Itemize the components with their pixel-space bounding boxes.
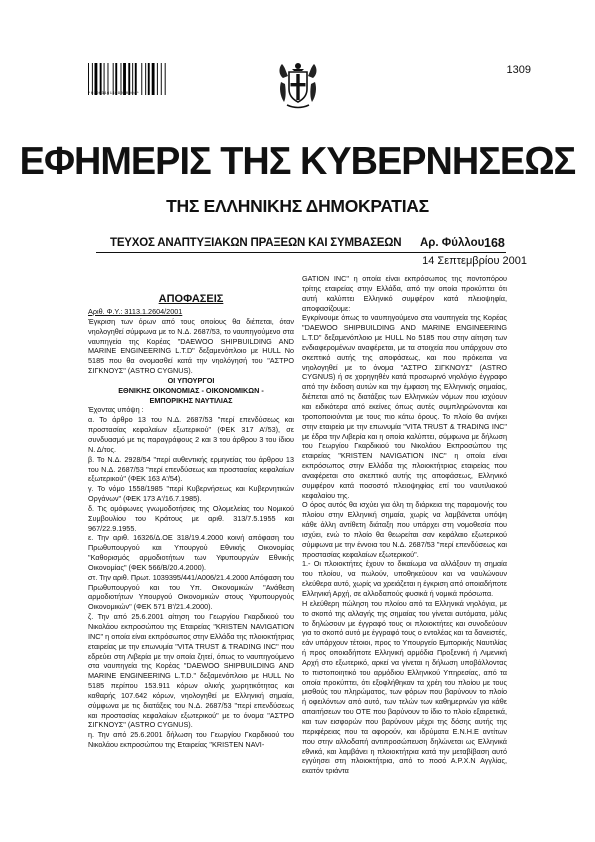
barcode-bar xyxy=(135,63,137,95)
sheet-number: 168 xyxy=(484,236,505,250)
considerandum-item: γ. Το νόμο 1558/1985 "περί Κυβερνήσεως και Κυβερνητικών Οργάνων" (ΦΕΚ 173 Α'/16.7.1985). xyxy=(88,484,294,504)
page-number: 1309 xyxy=(506,64,531,76)
decision-paragraph: Η ελεύθερη πώληση του πλοίου από τα Ελληνικά νηολόγια, με το σκοπό της αλλαγής της σημαίας του γίνεται αυτόματα, μόλις το δηλώσουν με έγγραφό τους οι πλοιοκτήτες και συνοδεύουν για το σκοπό αυτό με έγγραφό τους ο εντολέας και τα δανειστές, εάν υπάρχουν τέτοιοι, προς το Υπουργείο Εμπορικής Ναυτιλίας ή προς οποιαδήποτε Ελληνική αρμόδια Προξενική ή Λιμενική Αρχή στο εξωτερικό, αρκεί να γίνεται η δήλωση υποβάλλοντας το πιστοποιητικό του αρμόδιου Ελληνικού Υπηρεσίας, από τα οποία προκύπτει, ότι εξοφλήθηκαν τα χρέη του πλοίου με τους μισθούς του πληρώματος, των φόρων που βαρύνουν το πλοίο ή οφειλόντων από αυτό, των τελών των καθημερινών για κάθε απαιτήσεων του ΟΤΕ που βαρύνουν το ίδιο το πλοίο εξαιρετικά, και των εισφορών που βαρύνουν μέχρι της δόσης αυτής της περιφέρειας που τα αφορούν, και ιδρύματα Ε.Ν.Η.Ε αντίτων που στην αλλοδαπή αντιπροσώπευση δηλώνεται ως Ελληνικά εθνικά, και λαμβάνει η πλοιοκτήτρια κατά την μεταβίβαση αυτό εγγύησει στη πλοιοκτήτρια, από το ποσό Α.Ρ.Χ.Ν Αγγλίας, εκατόν τριάντα xyxy=(302,598,507,776)
barcode-bar xyxy=(148,63,150,95)
right-column xyxy=(302,274,507,776)
decision-paragraph: GATION INC" η οποία είναι εκπρόσωπος της ποντοπόρου τρίτης εταιρείας στην Ελλάδα, από την οποία προκύπτει ότι αυτή καλύπτει Ελληνικό συμφέρον κατά πλειοψηφία, αποφασίζουμε: xyxy=(302,274,507,313)
barcode xyxy=(88,63,192,95)
barcode-bar xyxy=(165,63,166,95)
sheet-label: Αρ. Φύλλου xyxy=(420,237,485,249)
considerandum-item: στ. Την αριθ. Πρωτ. 1039395/441/Α006/21.4.2000 Απόφαση του Πρωθυπουργού και του Υπ. Οικονομικών "Ανάθεση αρμοδιοτήτων Υπουργού Οικονομικών στους Υφυπουργούς Οικονομικών" (ΦΕΚ 571 Β'/21.4.2000). xyxy=(88,572,294,612)
considerandum-item: α. Το άρθρο 13 του Ν.Δ. 2687/53 "περί επενδύσεως και προστασίας κεφαλαίων εξωτερικού" (ΦΕΚ 317 Α'/53), σε συνδυασμό με τις παραγράφους 2 και 3 του άρθρου 3 του ίδιου Ν. Δ/τος. xyxy=(88,415,294,454)
issue-series: ΤΕΥΧΟΣ ΑΝΑΠΤΥΞΙΑΚΩΝ ΠΡΑΞΕΩΝ ΚΑΙ ΣΥΜΒΑΣΕΩΝ xyxy=(110,237,402,249)
authority-line-3: ΕΜΠΟΡΙΚΗΣ ΝΑΥΤΙΛΙΑΣ xyxy=(149,395,233,405)
gazette-title: ΕΦΗΜΕΡΙΣ ΤΗΣ ΚΥΒΕΡΝΗΣΕΩΣ xyxy=(19,140,576,183)
barcode-bar xyxy=(161,63,162,95)
decision-paragraph: Ο όρος αυτός θα ισχύει για όλη τη διάρκεια της παραμονής του πλοίου στην Ελληνική σημαία, χωρίς να λαμβάνεται υπόψη κάθε άλλη αντίθετη διάταξη που υπάρχει στη νομοθεσία που ισχύει, ενώ το πλοίο θα θεωρείται σαν κεφάλαιο εξωτερικού σύμφωνα με την έννοια του Ν.Δ. 2687/53 "περί επενδύσεως και προστασίας κεφαλαίων εξωτερικού". xyxy=(302,500,507,559)
considerandum-item: ζ. Την από 25.6.2001 αίτηση του Γεωργίου Γκαρδικιού του Νικολάου εκπροσώπου της Εταιρείας "KRISTEN NAVIGATION INC" η οποία είναι εκπρόσωπος στην Ελλάδα της πλοιοκτήτριας εταιρείας με την επωνυμία "VITA TRUST & TRADING INC" που εδρεύει στη Λιβερία με την οποία ζητεί, όπως το ναυπηγούμενο στα ναυπηγεία της Κορέας "DAEWOO SHIPBUILDING AND MARINE ENGINEERING L.T.D." δεξαμενόπλοιο με HULL No 5185 περίπου 153.911 κόρων ολικής χωρητικότητας και καθαρής 107.642 κόρων, νηολογηθεί με Ελληνική σημαία, σύμφωνα με τις διατάξεις του Ν.Δ. 2687/53 "περί επενδύσεως και προστασίας κεφαλαίων εξωτερικού" με το όνομα "ΑΣΤΡΟ ΣΙΓΚΝΟΥΣ" (ASTRO CYGNUS). xyxy=(88,612,294,730)
barcode-bar xyxy=(132,63,133,95)
left-column xyxy=(88,292,294,750)
considerandum-item: δ. Τις ομόφωνες γνωμοδοτήσεις της Ολομελείας του Νομικού Συμβουλίου του Κράτους με αριθ. 313/7.5.1955 και 967/22.9.1955. xyxy=(88,503,294,533)
barcode-bar xyxy=(113,63,114,95)
considerandum-item: η. Την από 25.6.2001 δήλωση του Γεωργίου Γκαρδικιού του Νικολάου εκπροσώπου της Εταιρείας "KRISTEN NAVI- xyxy=(88,730,294,750)
barcode-bar xyxy=(115,63,117,95)
decision-paragraph: Εγκρίνουμε όπως το ναυπηγούμενο στα ναυπηγεία της Κορέας "DAEWOO SHIPBUILDING AND MARINE ENGINEERING L.T.D" δεξαμενόπλοιο με HULL No 5185 που στην αίτηση των ενδιαφερομένων αναφέρεται, με τα στοιχεία που υπάρχουν στο σκεπτικό αυτής της αποφάσεως, και που πρόκειται να νηολογηθεί με το όνομα "ΑΣΤΡΟ ΣΙΓΚΝΟΥΣ" (ASTRO CYGNUS) ή σε χορηγηθέν κατά προσωρινό νηολόγιο έγγραφο από την έκδοση αυτών και την έμφαση της Ελληνικής σημαίας, διέπεται από τις διατάξεις των Ελληνικών νόμων που ισχύουν και ειδικότερα από εκείνες όπως αυτές συμπληρώνονται και τροποποιούνται με τους πιο κάτω όρους. Το πλοίο θα ανήκει στην εταιρεία με την επωνυμία "VITA TRUST & TRADING INC" με έδρα την Λιβερία και η οποία καλύπτει, σύμφωνα με δήλωση του Γεωργίου Γκαρδικιού του Νικολάου Εκπροσώπου της εταιρείας "KRISTEN NAVIGATION INC" η οποία είναι εκπρόσωπος στην Ελλάδα της πλοιοκτήτριας εταιρείας που αναφέρεται στο σκεπτικό αυτής της αποφάσεως, Ελληνικό συμφέρον κατά ποσοστό πλειοψηφίας επί του ναυτιλιακού κεφαλαίου της. xyxy=(302,313,507,500)
decisions-heading: ΑΠΟΦΑΣΕΙΣ xyxy=(158,293,224,305)
barcode-bar xyxy=(88,63,89,95)
barcode-bar xyxy=(104,63,105,95)
authority-line-1: ΟΙ ΥΠΟΥΡΓΟΙ xyxy=(167,375,215,385)
barcode-bar xyxy=(121,63,122,95)
decision-intro: Έγκριση των όρων από τους οποίους θα διέπεται, όταν νηολογηθεί σύμφωνα με το Ν.Δ. 2687/53, το ναυπηγούμενο στα ναυπηγεία της Κορέας "DAEWOO SHIPBUILDING AND MARINE ENGINEERING L.T.D" δεξαμενόπλοιο με HULL No 5185 που θα ονομασθεί κατά την νηολόγησή του "ΑΣΤΡΟ ΣΙΓΚΝΟΥΣ" (ASTRO CYGNUS). xyxy=(88,316,294,376)
barcode-bar xyxy=(141,63,142,95)
issue-date: 14 Σεπτεμβρίου 2001 xyxy=(422,255,527,267)
authority-line-2: ΕΘΝΙΚΗΣ ΟΙΚΟΝΟΜΙΑΣ - ΟΙΚΟΝΟΜΙΚΩΝ - xyxy=(118,385,264,395)
barcode-text: *01003161409010004* xyxy=(88,92,140,96)
barcode-bar xyxy=(152,63,155,95)
barcode-bar xyxy=(108,63,109,95)
gazette-subtitle: ΤΗΣ ΕΛΛΗΝΙΚΗΣ ΔΗΜΟΚΡΑΤΙΑΣ xyxy=(166,196,429,216)
barcode-bar xyxy=(123,63,126,95)
considerandum-item: ε. Την αριθ. 16326/Δ.ΟΕ 318/19.4.2000 κοινή απόφαση του Πρωθυπουργού και Υπουργού Εθνικής Οικονομίας "Καθορισμός αρμοδιοτήτων των Υφυπουργών Εθνικής Οικονομίας" (ΦΕΚ 566/Β/20.4.2000). xyxy=(88,533,294,572)
considerandum-item: β. Το Ν.Δ. 2928/54 "περί αυθεντικής ερμηνείας του άρθρου 13 του Ν.Δ. 2687/53 "περί επενδύσεως και προστασίας κεφαλαίων εξωτερικού" (ΦΕΚ 163 Α'/54). xyxy=(88,454,294,484)
barcode-bar xyxy=(157,63,158,95)
decision-paragraph: 1.- Οι πλοιοκτήτες έχουν το δικαίωμα να αλλάξουν τη σημαία του πλοίου, να πωλούν, υποθηκεύουν και να ναυλώνουν ελεύθερα αυτό, χωρίς να χρειάζεται η έγκριση από οποιαδήποτε Ελληνική Αρχή, σε αλλοδαπούς φυσικά ή νομικά πρόσωπα. xyxy=(302,559,507,598)
greek-coat-of-arms-emblem xyxy=(276,58,320,113)
barcode-bar xyxy=(128,63,130,95)
barcode-bar xyxy=(92,63,93,95)
barcode-bar xyxy=(100,63,102,95)
having-regard: Έχοντας υπόψη : xyxy=(88,405,144,415)
decision-reference: Αριθ. Φ.Υ.: 3113.1.2604/2001 xyxy=(88,307,183,316)
header-divider xyxy=(96,252,506,253)
barcode-bar xyxy=(145,63,146,95)
barcode-bar xyxy=(95,63,98,95)
